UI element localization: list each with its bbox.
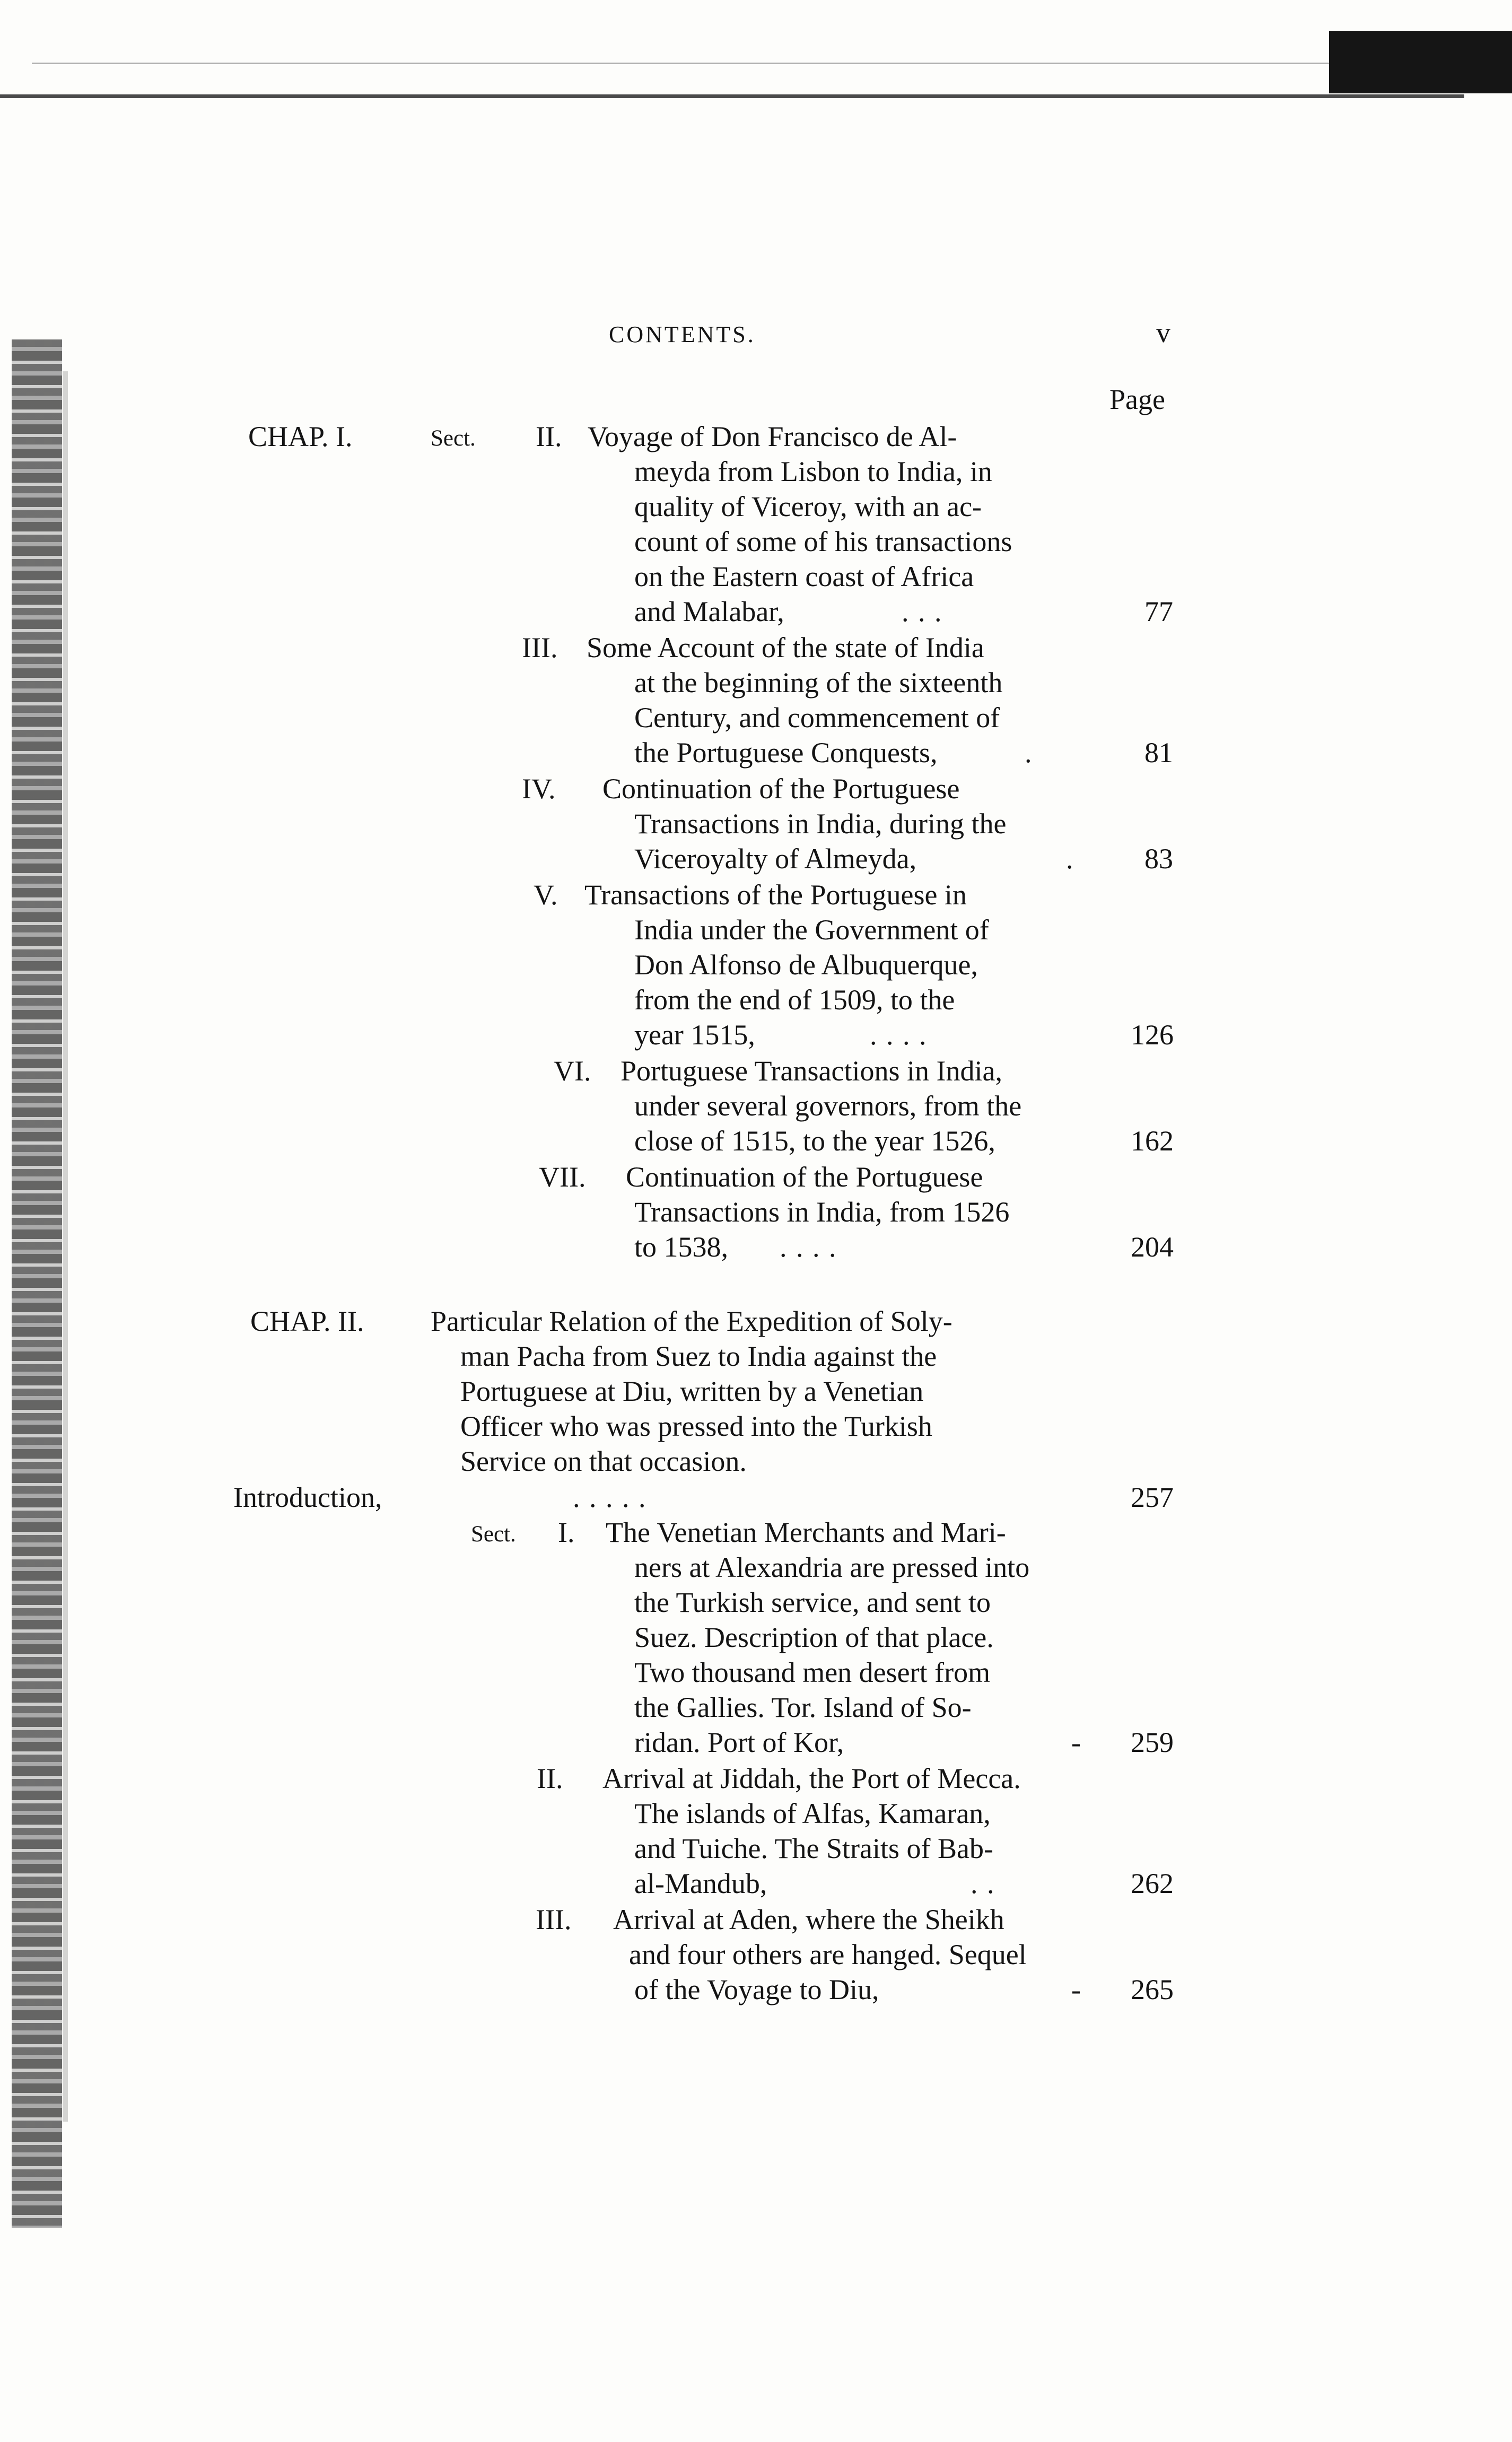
running-head-title: CONTENTS. (609, 321, 756, 347)
page-number: 262 (1131, 1868, 1174, 1899)
page-column-label: Page (1109, 383, 1165, 415)
entry-line: Arrival at Jiddah, the Port of Mecca. (602, 1763, 1021, 1794)
entry-numeral: II. (536, 421, 562, 452)
scan-top-rule (0, 94, 1464, 98)
entry-line: Continuation of the Portuguese (602, 773, 960, 805)
dot-leader: . . . (902, 596, 943, 627)
scan-rule-faint (32, 63, 1353, 64)
entry-numeral: III. (522, 632, 558, 664)
chapter-two-label: CHAP. II. (250, 1305, 364, 1337)
page-numeral: v (1156, 317, 1170, 348)
dot-leader: - (1071, 1726, 1082, 1758)
scan-corner-shadow (1329, 31, 1512, 93)
chapter-two-description: Portuguese at Diu, written by a Venetian (460, 1375, 924, 1407)
chapter-two-description: Particular Relation of the Expedition of Soly- (431, 1305, 952, 1337)
entry-numeral: II. (537, 1763, 563, 1794)
entry-line: meyda from Lisbon to India, in (634, 456, 992, 487)
page-number: 257 (1131, 1481, 1174, 1513)
entry-line: Some Account of the state of India (587, 632, 984, 664)
entry-line: and Malabar, (634, 596, 784, 627)
entry-line: India under the Government of (634, 914, 989, 946)
entry-line: Transactions in India, from 1526 (634, 1196, 1010, 1228)
entry-line: al-Mandub, (634, 1868, 767, 1899)
entry-numeral: VI. (554, 1055, 591, 1087)
entry-line: Arrival at Aden, where the Sheikh (613, 1904, 1004, 1935)
chapter-one-sect-label: Sect. (431, 426, 476, 451)
entry-line: under several governors, from the (634, 1090, 1022, 1122)
dot-leader: . (1025, 737, 1033, 769)
page-number: 81 (1144, 737, 1173, 769)
entry-numeral: I. (558, 1516, 575, 1548)
entry-line: the Gallies. Tor. Island of So- (634, 1691, 972, 1723)
page-number: 162 (1131, 1125, 1174, 1157)
chapter-two-description: man Pacha from Suez to India against the (460, 1340, 937, 1372)
page-number: 77 (1144, 596, 1173, 627)
entry-line: of the Voyage to Diu, (634, 1974, 879, 2005)
entry-line: close of 1515, to the year 1526, (634, 1125, 995, 1157)
entry-line: The Venetian Merchants and Mari- (606, 1516, 1006, 1548)
dot-leader: . . . . (870, 1019, 928, 1051)
entry-line: year 1515, (634, 1019, 755, 1051)
dot-leader: . . . . . (573, 1481, 647, 1513)
dot-leader: . . (971, 1868, 995, 1899)
page-number: 126 (1131, 1019, 1174, 1051)
entry-line: Portuguese Transactions in India, (620, 1055, 1002, 1087)
entry-line: Viceroyalty of Almeyda, (634, 843, 917, 875)
entry-line: Don Alfonso de Albuquerque, (634, 949, 978, 981)
chapter-two-description: Service on that occasion. (460, 1445, 747, 1477)
page-number: 204 (1131, 1231, 1174, 1263)
dot-leader: . (1066, 843, 1074, 875)
entry-line: Two thousand men desert from (634, 1656, 991, 1688)
chapter-two-sect-label: Sect. (471, 1522, 516, 1547)
entry-line: ridan. Port of Kor, (634, 1726, 844, 1758)
entry-line: to 1538, (634, 1231, 729, 1263)
entry-line: on the Eastern coast of Africa (634, 561, 974, 592)
entry-line: Transactions of the Portuguese in (584, 879, 967, 911)
entry-line: Transactions in India, during the (634, 808, 1007, 840)
entry-line: the Turkish service, and sent to (634, 1586, 991, 1618)
entry-line: from the end of 1509, to the (634, 984, 955, 1016)
entry-numeral: III. (536, 1904, 572, 1935)
entry-line: quality of Viceroy, with an ac- (634, 491, 982, 522)
entry-line: Voyage of Don Francisco de Al- (588, 421, 957, 452)
entry-line: and four others are hanged. Sequel (629, 1939, 1027, 1970)
entry-numeral: VII. (539, 1161, 586, 1193)
dot-leader: . . . . (780, 1231, 837, 1263)
page-number: 259 (1131, 1726, 1174, 1758)
entry-line: and Tuiche. The Straits of Bab- (634, 1833, 993, 1864)
entry-numeral: IV. (522, 773, 556, 805)
entry-line: at the beginning of the sixteenth (634, 667, 1003, 699)
entry-line: ners at Alexandria are pressed into (634, 1551, 1030, 1583)
page-number: 265 (1131, 1974, 1174, 2005)
entry-line: Continuation of the Portuguese (626, 1161, 983, 1193)
entry-line: the Portuguese Conquests, (634, 737, 938, 769)
scan-binding-shadow (63, 371, 68, 2122)
entry-numeral: V. (534, 879, 558, 911)
chapter-two-description: Officer who was pressed into the Turkish (460, 1410, 932, 1442)
entry-line: Century, and commencement of (634, 702, 1000, 734)
entry-line: count of some of his transactions (634, 526, 1012, 557)
entry-line: The islands of Alfas, Kamaran, (634, 1798, 991, 1829)
scan-binding-edge (12, 339, 62, 2228)
page-number: 83 (1144, 843, 1173, 875)
introduction-label: Introduction, (233, 1481, 382, 1513)
entry-line: Suez. Description of that place. (634, 1621, 994, 1653)
chapter-one-label: CHAP. I. (248, 421, 353, 452)
dot-leader: - (1071, 1974, 1082, 2005)
